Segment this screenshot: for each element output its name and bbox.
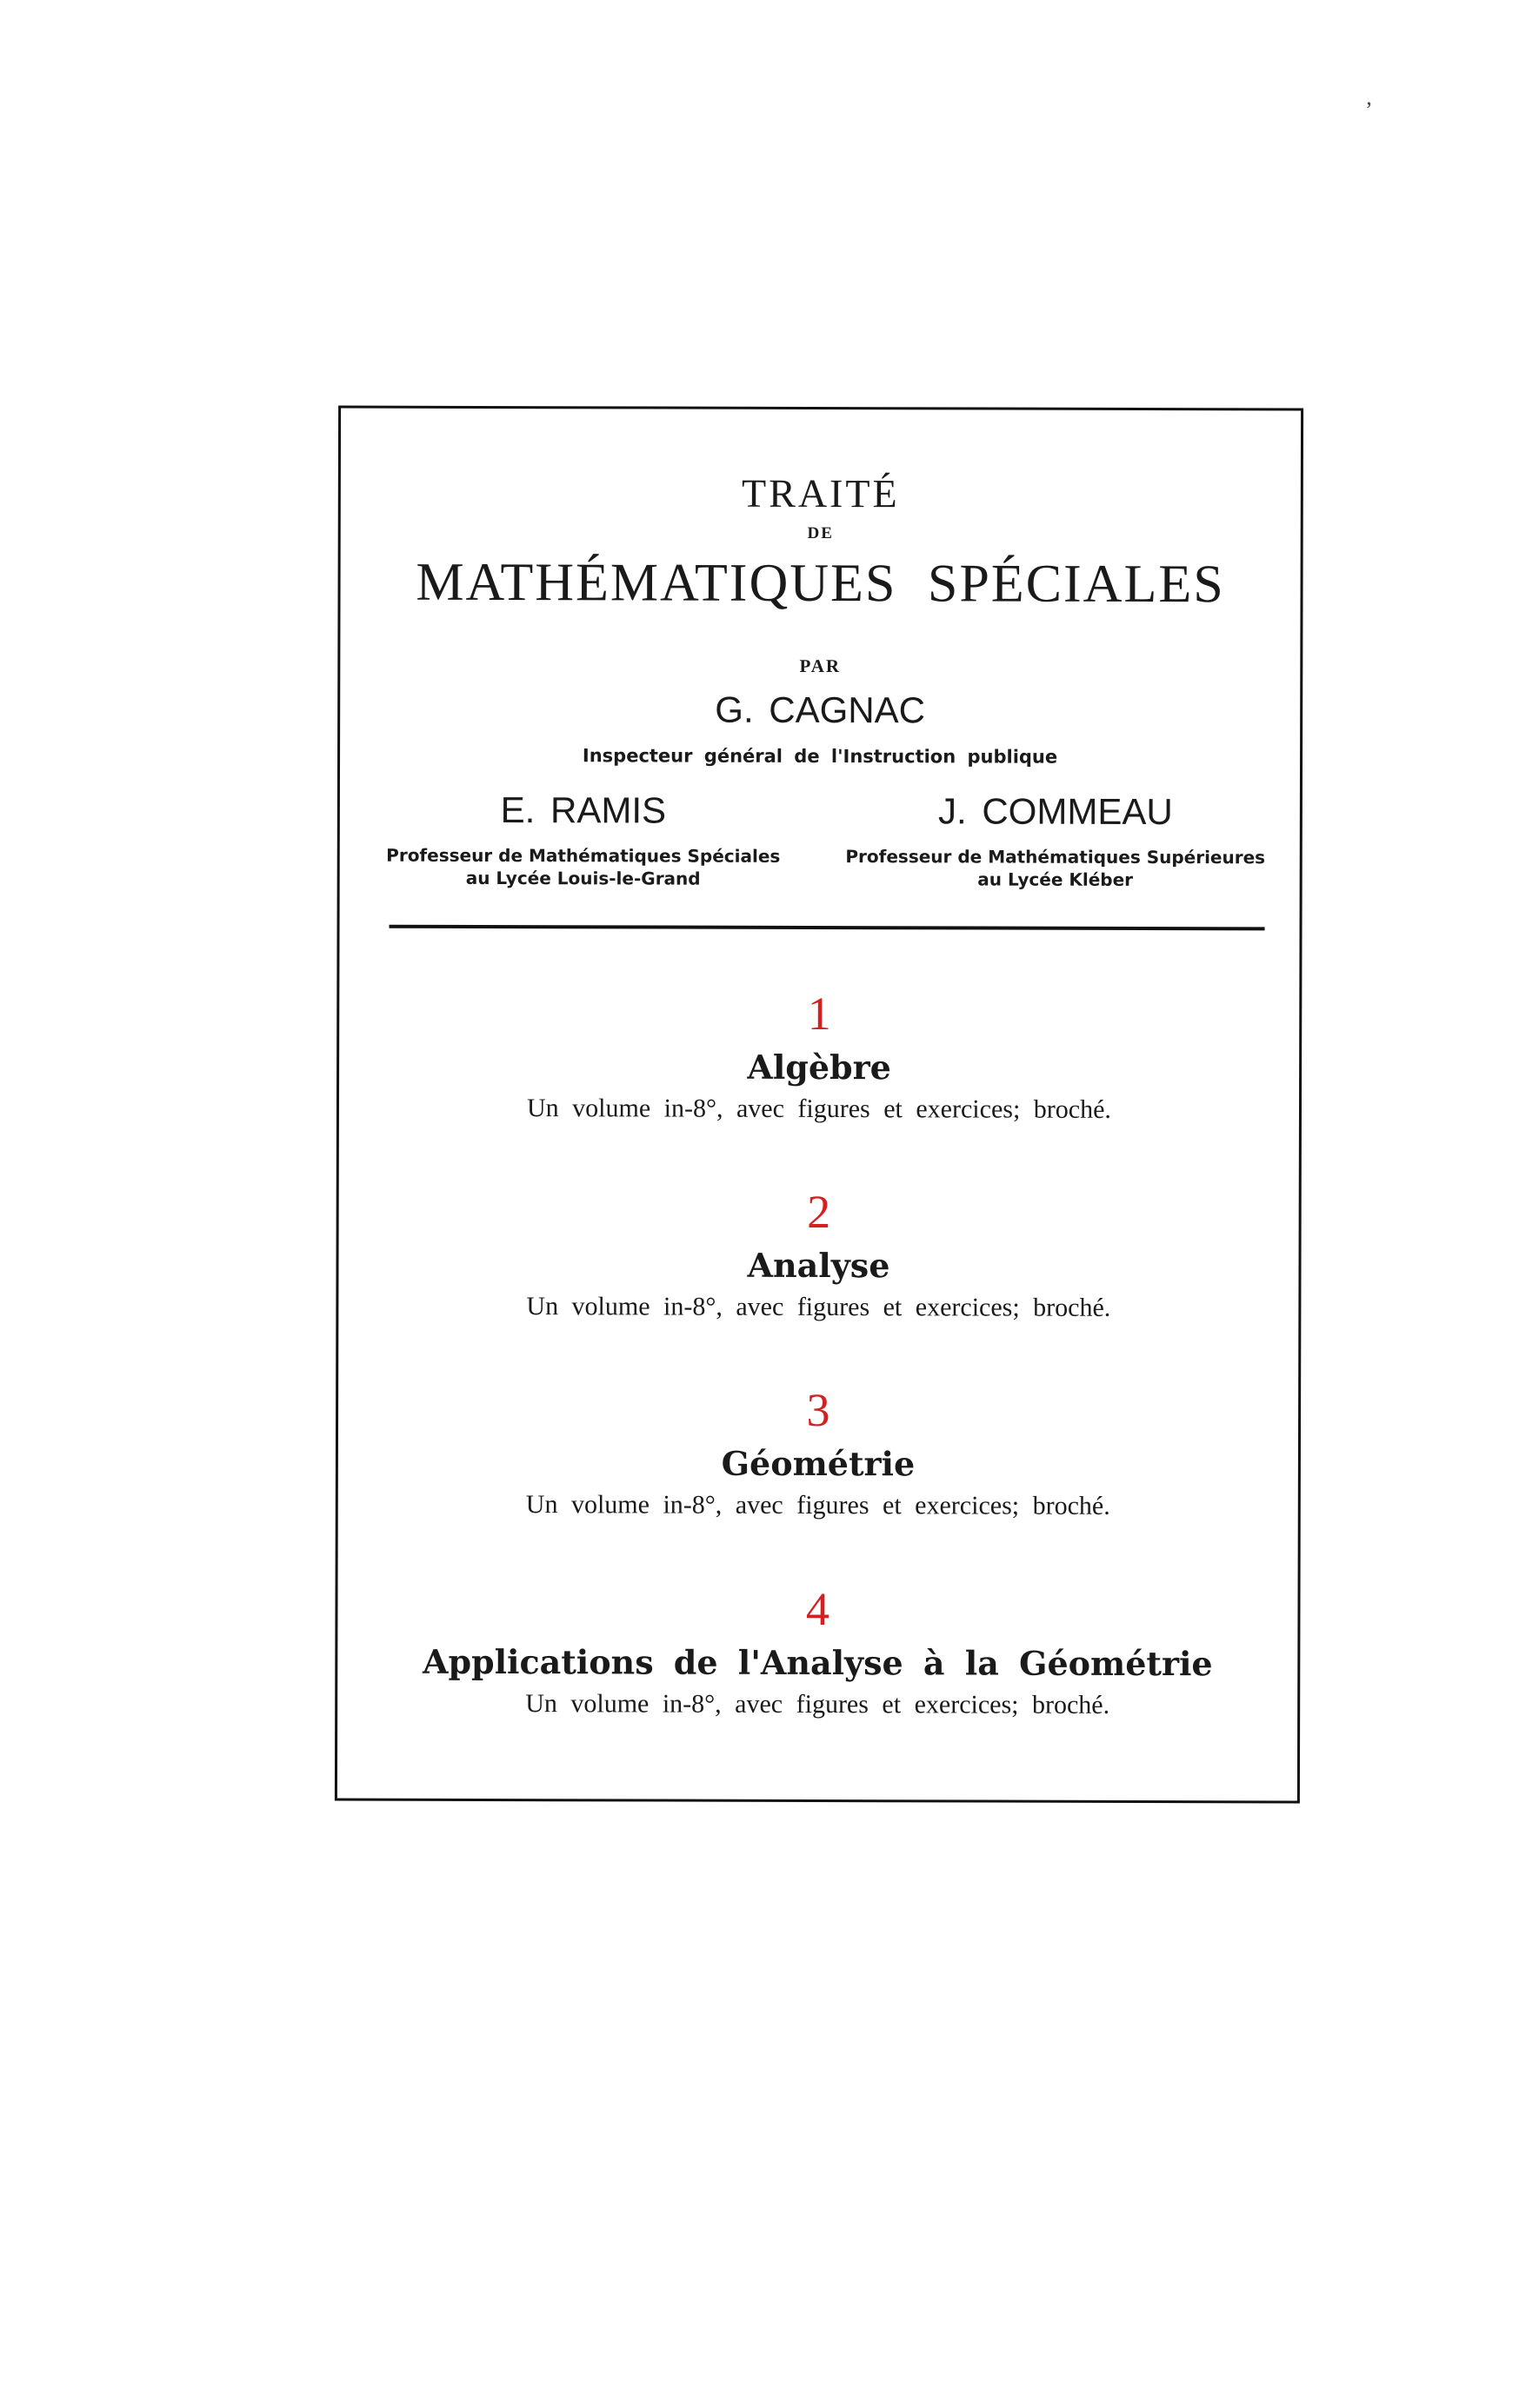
volume-1 <box>339 987 1299 1128</box>
divider-rule <box>390 925 1265 931</box>
main-author-name: G. CAGNAC <box>715 688 926 731</box>
volume-description: Un volume in-8°, avec figures et exercices; broché. <box>525 1490 1110 1520</box>
by-label: PAR <box>799 655 842 677</box>
volume-description: Un volume in-8°, avec figures et exercices; broché. <box>525 1689 1110 1720</box>
volume-description: Un volume in-8°, avec figures et exercices; broché. <box>526 1094 1111 1124</box>
coauthor-school: au Lycée Kléber <box>977 868 1134 890</box>
coauthor-ramis <box>357 788 809 890</box>
series-title: TRAITÉ <box>742 470 900 516</box>
coauthor-name: J. COMMEAU <box>937 790 1173 833</box>
volume-title: Applications de l'Analyse à la Géométrie <box>422 1641 1213 1684</box>
main-author-role: Inspecteur général de l'Instruction publique <box>582 745 1058 768</box>
title-page-frame <box>335 406 1303 1804</box>
volume-description: Un volume in-8°, avec figures et exercices; broché. <box>526 1292 1111 1322</box>
coauthor-role: Professeur de Mathématiques Supérieures <box>845 846 1266 868</box>
page-title: MATHÉMATIQUES SPÉCIALES <box>416 552 1225 615</box>
coauthor-name: E. RAMIS <box>500 789 667 831</box>
volume-4 <box>337 1582 1297 1724</box>
coauthor-commeau <box>829 789 1282 891</box>
series-title-connector: DE <box>807 523 834 543</box>
volume-title: Analyse <box>747 1245 890 1286</box>
volume-3 <box>338 1383 1298 1525</box>
volume-number: 1 <box>807 987 831 1041</box>
volume-number: 4 <box>805 1582 830 1636</box>
volume-number: 3 <box>806 1383 830 1437</box>
volume-title: Algèbre <box>747 1047 891 1088</box>
coauthor-role: Professeur de Mathématiques Spéciales <box>386 844 781 867</box>
stray-mark: ʼ <box>1365 97 1373 123</box>
volume-2 <box>338 1185 1298 1327</box>
volume-title: Géométrie <box>721 1443 916 1484</box>
coauthor-school: au Lycée Louis-le-Grand <box>465 867 701 889</box>
volume-number: 2 <box>807 1185 831 1239</box>
